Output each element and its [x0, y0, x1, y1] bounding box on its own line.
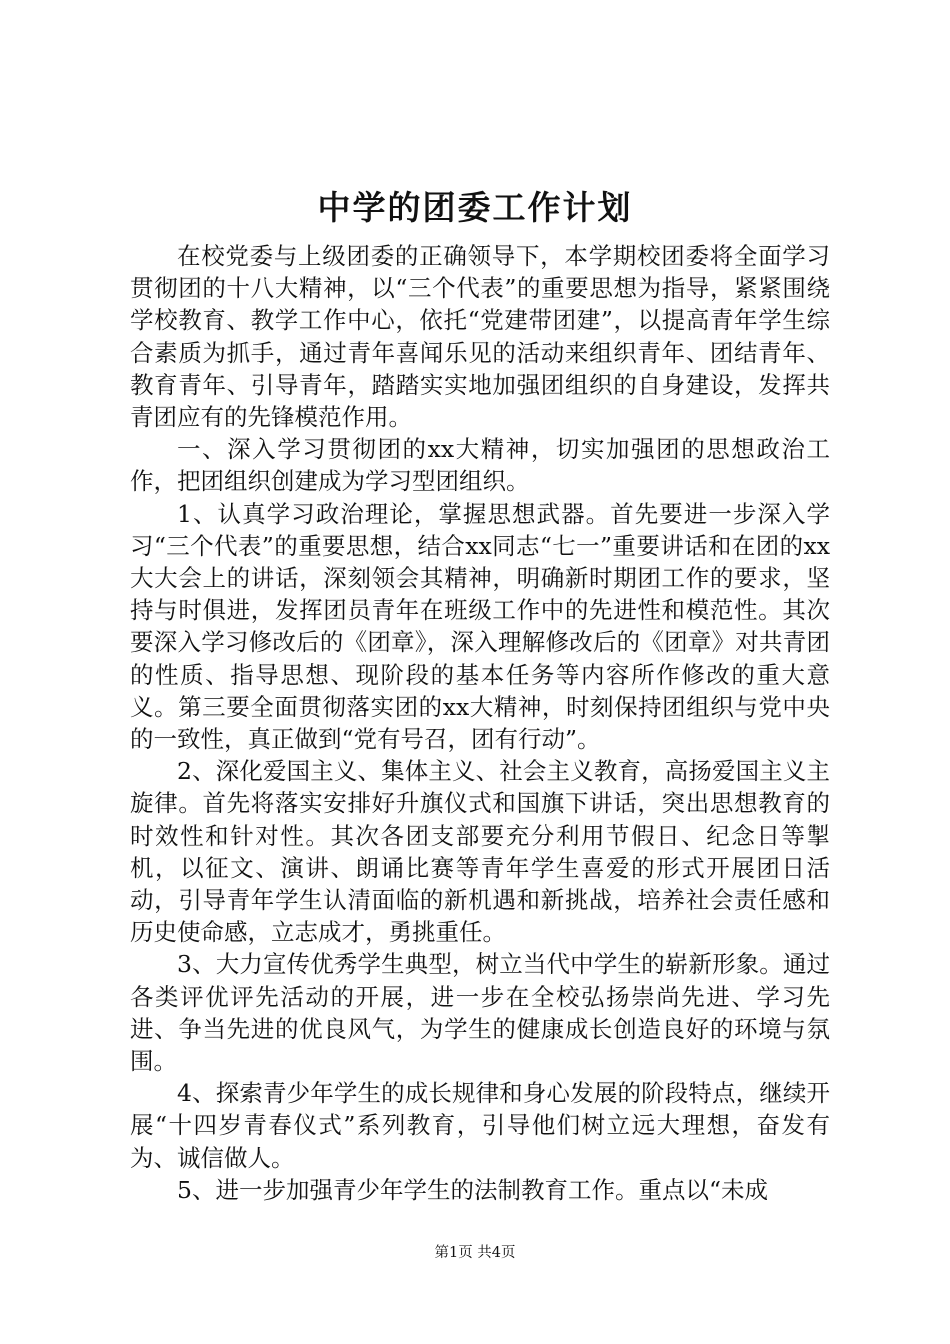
document-title: 中学的团委工作计划	[317, 188, 633, 227]
page-footer: 第1页 共4页	[434, 1245, 516, 1261]
paragraph-item-5: 5、进一步加强青少年学生的法制教育工作。重点以“未成	[177, 1175, 768, 1204]
paragraph-intro: 在校党委与上级团委的正确领导下，本学期校团委将全面学习贯彻团的十八大精神，以“三个代表”的重要思想为指导，紧紧围绕学校教育、教学工作中心，依托“党建带团建”，以提高青年学生综合素质为抓手，通过青年喜闻乐见的活动来组织青年、团结青年、教育青年、引导青年，踏踏实实地加强团组织的自身建设，发挥共青团应有的先锋模范作用。	[130, 242, 830, 432]
paragraph-item-2: 2、深化爱国主义、集体主义、社会主义教育，高扬爱国主义主旋律。首先将落实安排好升旗仪式和国旗下讲话，突出思想教育的时效性和针对性。其次各团支部要充分利用节假日、纪念日等掣机，以征文、演讲、朗诵比赛等青年学生喜爱的形式开展团日活动，引导青年学生认清面临的新机遇和新挑战，培养社会责任感和历史使命感，立志成才，勇挑重任。	[130, 757, 830, 947]
paragraph-item-3: 3、大力宣传优秀学生典型，树立当代中学生的崭新形象。通过各类评优评先活动的开展，进一步在全校弘扬崇尚先进、学习先进、争当先进的优良风气，为学生的健康成长创造良好的环境与氛围。	[130, 950, 830, 1076]
paragraph-item-1: 1、认真学习政治理论，掌握思想武器。首先要进一步深入学习“三个代表”的重要思想，结合xx同志“七一”重要讲话和在团的xx大大会上的讲话，深刻领会其精神，明确新时期团工作的要求，坚持与时俱进，发挥团员青年在班级工作中的先进性和模范性。其次要深入学习修改后的《团章》，深入理解修改后的《团章》对共青团的性质、指导思想、现阶段的基本任务等内容所作修改的重大意义。第三要全面贯彻落实团的xx大精神，时刻保持团组织与党中央的一致性，真正做到“党有号召，团有行动”。	[130, 499, 830, 754]
paragraph-section-1: 一、深入学习贯彻团的xx大精神，切实加强团的思想政治工作，把团组织创建成为学习型团组织。	[130, 435, 830, 496]
document-body	[130, 240, 830, 1206]
paragraph-item-4: 4、探索青少年学生的成长规律和身心发展的阶段特点，继续开展“十四岁青春仪式”系列教育，引导他们树立远大理想，奋发有为、诚信做人。	[130, 1079, 830, 1172]
